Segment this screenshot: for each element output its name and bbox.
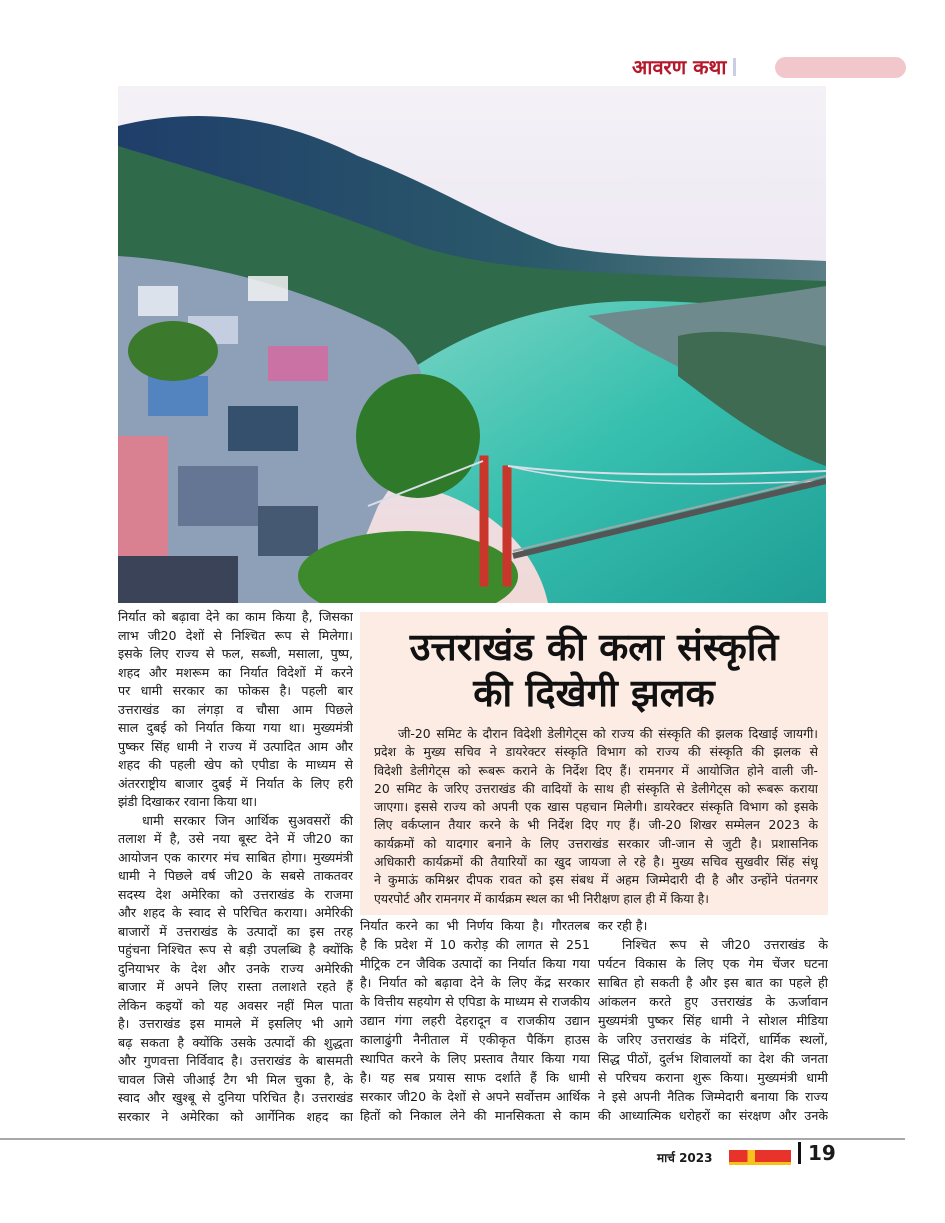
text-line: धामी ने पिछले वर्ष जी20 के सबसे ताकतवर [118, 868, 353, 883]
text-line: विदेशी डेलीगेट्स को रूबरू कराने के निर्देश दिए हैं। रामनगर में आयोजित होने वाली जी- [374, 762, 818, 778]
magazine-logo [729, 1150, 791, 1165]
text-line: उत्तराखंड का लंगड़ा व चौसा आम पिछले [118, 701, 353, 717]
text-line: चावल जिसे जीआई टैग भी मिल चुका है, के [118, 1071, 353, 1087]
text-line: है। निर्यात को बढ़ावा देने के लिए केंद्र सरकार [360, 975, 590, 990]
text-line: अंतरराष्ट्रीय बाजार दुबई में निर्यात के लिए हरी [118, 775, 353, 791]
text-line: स्थापित करने के लिए प्रस्ताव तैयार किया गया [360, 1051, 590, 1066]
text-line: आयोजन एक कारगर मंच साबित होगा। मुख्यमंत्री [118, 849, 353, 865]
text-line: जी-20 समिट के दौरान विदेशी डेलीगेट्स को राज्य की संस्कृति की झलक दिखाई जायगी। [398, 726, 818, 741]
cover-photo-rishikesh-bridge [118, 86, 826, 603]
text-line: कार्यक्रमों को यादगार बनाने के लिए उत्तराखंड सरकार जी-जान से जुटी है। प्रशासनिक [374, 835, 818, 851]
section-label: आवरण कथा [632, 55, 727, 79]
text-line: से परिचय कराना शुरू किया। मुख्यमंत्री धामी [598, 1070, 828, 1085]
text-line: इसके लिए राज्य से फल, सब्जी, मसाला, पुष्प, [118, 646, 353, 661]
box-headline [360, 624, 828, 716]
text-line: है। यह सब प्रयास साफ दर्शाते हैं कि धामी [360, 1070, 590, 1085]
text-line: आंकलन करते हुए उत्तराखंड के ऊर्जावान [598, 994, 828, 1009]
text-line: धामी सरकार जिन आर्थिक सुअवसरों की [142, 812, 353, 828]
page-number: 19 [808, 1141, 836, 1165]
text-line: एयरपोर्ट और रामनगर में कार्यक्रम स्थल का भी निरीक्षण हाल ही में किया है। [374, 890, 709, 906]
text-line: प्रदेश के मुख्य सचिव ने डायरेक्टर संस्कृति विभाग को राज्य की संस्कृति की झलक से [374, 744, 818, 760]
text-line: सरकार ने अमेरिका को आर्गेनिक शहद का [118, 1108, 353, 1124]
text-line: कालाढुंगी नैनीताल में एकीकृत पैकिंग हाउस [360, 1032, 590, 1047]
text-line: साल दुबई को निर्यात किया गया था। मुख्यमंत्री [118, 720, 353, 735]
text-line: और शहद के स्वाद से परिचित कराया। अमेरिकी [118, 905, 353, 920]
text-line: स्वाद और खुश्बू से दुनिया परिचित है। उत्तराखंड [118, 1090, 353, 1105]
text-line: बढ़ सकता है क्योंकि उसके उत्पादों की शुद्धता [118, 1034, 353, 1050]
text-line: उद्यान गंगा लहरी देहरादून व राजकीय उद्यान [360, 1013, 590, 1028]
box-headline-line-1: उत्तराखंड की कला संस्कृति [409, 625, 779, 669]
text-line: पर धामी सरकार का फोकस है। पहली बार [118, 683, 353, 698]
text-line: निश्चित रूप से जी20 उत्तराखंड के [622, 937, 828, 952]
text-line: शहद और मशरूम का निर्यात विदेशों में करने [118, 664, 353, 680]
text-line: और गुणवत्ता निर्विवाद है। उत्तराखंड के बासमती [118, 1053, 353, 1068]
text-line: के जरिए उत्तराखंड के मंदिरों, धार्मिक स्थलों, [598, 1032, 828, 1047]
text-line: पहुंचना निश्चित रूप से बड़ी उपलब्धि है क्योंकि [118, 942, 353, 957]
text-line: सरकार जी20 के देशों से अपने सर्वोत्तम आर्थिक [360, 1089, 590, 1104]
text-line: मुख्यमंत्री पुष्कर सिंह धामी ने सोशल मीडिया [598, 1013, 828, 1028]
text-line: निर्यात करने का भी निर्णय किया है। गौरतलब [360, 918, 590, 933]
text-line: अधिकारी कार्यक्रमों की तैयारियों का खुद जायजा ले रहे है। मुख्य सचिव सुखवीर सिंह संधू [374, 854, 818, 870]
text-line: 20 समिट के जरिए उत्तराखंड की वादियों के साथ ही संस्कृति से डेलीगेट्स को रूबरू कराया [374, 780, 818, 796]
text-line: बाजार में अपने लिए रास्ता तलाशते रहते हैं [118, 979, 353, 994]
text-line: शहद की पहली खेप को एपीडा के माध्यम से [118, 757, 353, 772]
text-line: बाजारों में उत्तराखंड के उत्पादों का इस तरह [118, 923, 353, 939]
text-line: झंडी दिखाकर रवाना किया था। [118, 794, 258, 809]
tree-left [128, 321, 218, 381]
sidebar-box [360, 612, 828, 915]
text-line: की आध्यात्मिक धरोहरों का संरक्षण और उनके [598, 1108, 828, 1123]
text-line: सिद्ध पीठों, दुर्लभ शिवालयों का देश की जनता [598, 1051, 828, 1066]
text-line: साबित हो सकती है और इस बात का पहले ही [598, 975, 828, 990]
article-column-middle [360, 916, 590, 1125]
text-line: लाभ जी20 देशों से निश्चित रूप से मिलेगा। [118, 627, 353, 643]
text-line: लिए वर्कप्लान तैयार करने के भी निर्देश दिए गए हैं। जी-20 शिखर सम्मेलन 2023 के [374, 817, 818, 833]
text-line: ने कुमाऊं कमिश्नर दीपक रावत को इस संबध में अहम जिम्मेदारी दी है और उन्होंने पंतनगर [374, 872, 818, 888]
text-line: सदस्य देश अमेरिका को उत्तराखंड के राजमा [118, 886, 353, 902]
header-pill-decoration [775, 57, 906, 78]
text-line: पर्यटन विकास के लिए एक गेम चेंजर घटना [598, 956, 828, 971]
article-column-right [598, 916, 828, 1125]
text-line: दुनियाभर के देश और उनके राज्य अमेरिकी [118, 960, 353, 976]
text-line: तलाश में है, उसे नया बूस्ट देने में जी20 का [118, 831, 353, 846]
text-line: मीट्रिक टन जैविक उत्पादों का निर्यात किया गया [360, 956, 590, 971]
text-line: है। उत्तराखंड इस मामले में इसलिए भी आगे [118, 1016, 353, 1031]
header-divider [733, 58, 736, 76]
footer-divider [798, 1142, 801, 1164]
text-line: लेकिन कइयों को यह अवसर नहीं मिल पाता [118, 997, 353, 1013]
text-line: हितों को निकाल लेने की मानसिकता से काम [360, 1108, 590, 1123]
text-line: निर्यात को बढ़ावा देने का काम किया है, जिसका [118, 609, 353, 624]
text-line: ने इसे अपनी नैतिक जिम्मेदारी बनाया कि राज्य [598, 1089, 828, 1104]
text-line: है कि प्रदेश में 10 करोड़ की लागत से 251 [360, 937, 590, 952]
text-line: पुष्कर सिंह धामी ने राज्य में उत्पादित आम और [118, 738, 353, 754]
footer-rule [0, 1138, 905, 1140]
box-headline-line-2: की दिखेगी झलक [473, 671, 715, 715]
issue-date: मार्च 2023 [657, 1151, 713, 1165]
text-line: जाएगा। इससे राज्य को अपनी एक खास पहचान मिलेगी। डायरेक्टर संस्कृति विभाग को इसके [374, 799, 818, 815]
text-line: कर रही है। [598, 918, 648, 933]
article-column-left [118, 608, 353, 1126]
text-line: के वित्तीय सहयोग से एपिडा के माध्यम से राजकीय [360, 994, 590, 1009]
box-body [374, 725, 818, 908]
tree-center [356, 374, 480, 498]
